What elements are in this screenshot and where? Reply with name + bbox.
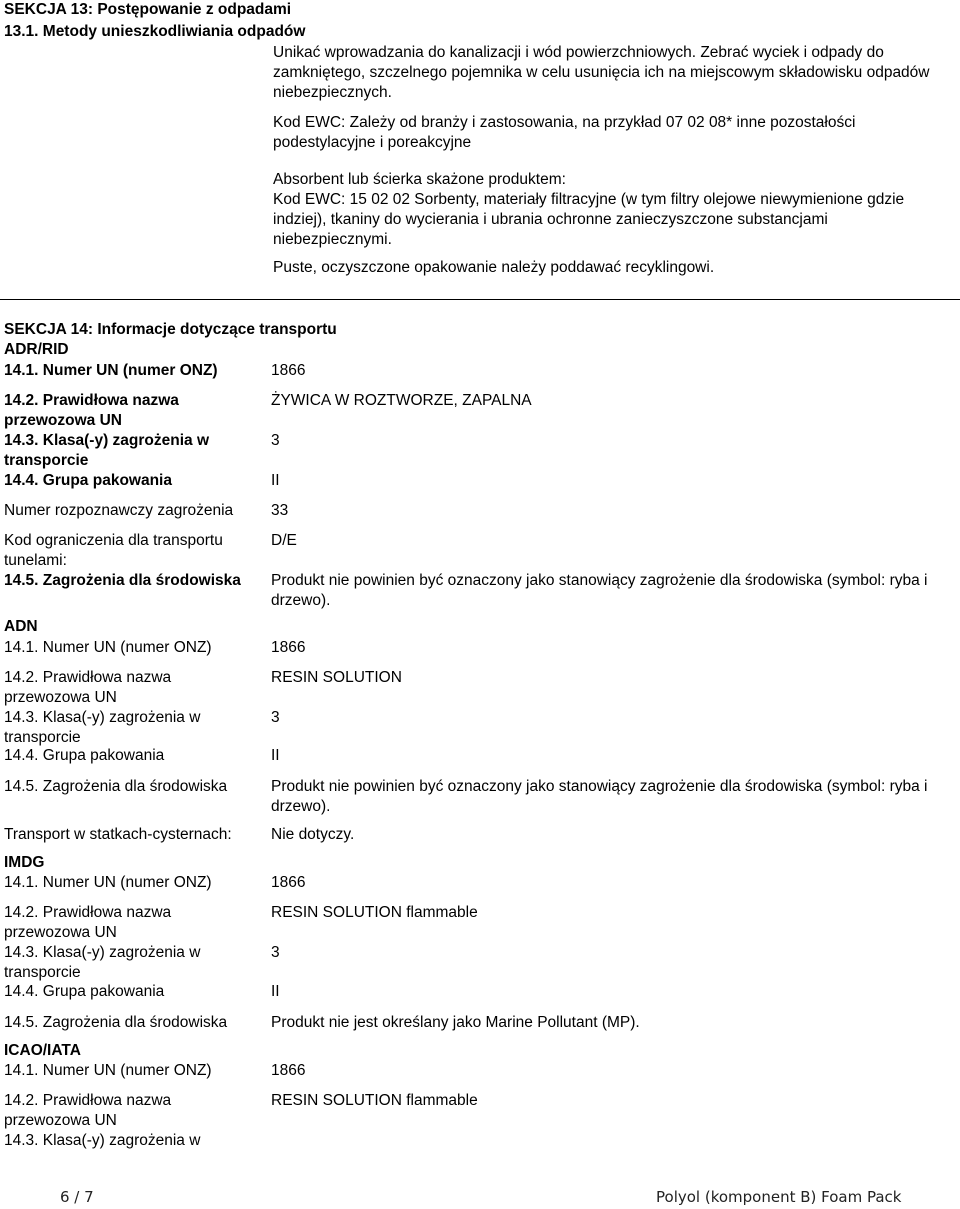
adr-class-label: 14.3. Klasa(-y) zagrożenia w <box>4 432 210 449</box>
adn-pg-label: 14.4. Grupa pakowania <box>4 747 165 764</box>
adn-class-value: 3 <box>271 709 280 726</box>
adn-tank-value: Nie dotyczy. <box>271 826 355 843</box>
adr-tunnel-value: D/E <box>271 532 297 549</box>
adr-pg-value: II <box>271 472 280 489</box>
adr-tunnel-label-2: tunelami: <box>4 552 67 569</box>
section-13-1-heading: 13.1. Metody unieszkodliwiania odpadów <box>4 23 306 40</box>
text-line: niebezpiecznych. <box>273 84 392 101</box>
imdg-env-label: 14.5. Zagrożenia dla środowiska <box>4 1014 228 1031</box>
imdg-heading: IMDG <box>4 854 45 871</box>
text-line: Unikać wprowadzania do kanalizacji i wód powierzchniowych. Zebrać wyciek i odpady do <box>273 44 884 61</box>
adr-env-label: 14.5. Zagrożenia dla środowiska <box>4 572 241 589</box>
waste-paragraph-packaging: Puste, oczyszczone opakowanie należy poddawać recyklingowi. <box>273 259 715 276</box>
imdg-name-label-2: przewozowa UN <box>4 924 117 941</box>
imdg-un-label: 14.1. Numer UN (numer ONZ) <box>4 874 212 891</box>
adn-tank-label: Transport w statkach-cysternach: <box>4 826 232 843</box>
section-14-title: SEKCJA 14: Informacje dotyczące transportu <box>4 321 337 338</box>
adr-hin-value: 33 <box>271 502 289 519</box>
adr-name-value: ŻYWICA W ROZTWORZE, ZAPALNA <box>271 392 532 409</box>
adn-heading: ADN <box>4 618 38 635</box>
page-number: 6 / 7 <box>60 1188 94 1206</box>
adn-env-value-2: drzewo). <box>271 798 331 815</box>
text-line: Kod EWC: 15 02 02 Sorbenty, materiały filtracyjne (w tym filtry olejowe niewymienione gdzie <box>273 191 905 208</box>
text-line: Kod EWC: Zależy od branży i zastosowania, na przykład 07 02 08* inne pozostałości <box>273 114 856 131</box>
adr-tunnel-label: Kod ograniczenia dla transportu <box>4 532 223 549</box>
imdg-name-label: 14.2. Prawidłowa nazwa <box>4 904 172 921</box>
icao-un-value: 1866 <box>271 1062 306 1079</box>
text-line: indziej), tkaniny do wycierania i ubrania ochronne zanieczyszczone substancjami <box>273 211 828 228</box>
adr-pg-label: 14.4. Grupa pakowania <box>4 472 172 489</box>
adr-name-label: 14.2. Prawidłowa nazwa <box>4 392 179 409</box>
text-line: zamkniętego, szczelnego pojemnika w celu usunięcia ich na miejscowym składowisku odpadów <box>273 64 930 81</box>
adn-name-label: 14.2. Prawidłowa nazwa <box>4 669 172 686</box>
adn-pg-value: II <box>271 747 280 764</box>
adn-name-label-2: przewozowa UN <box>4 689 117 706</box>
adn-env-label: 14.5. Zagrożenia dla środowiska <box>4 778 228 795</box>
imdg-un-value: 1866 <box>271 874 306 891</box>
icao-name-label-2: przewozowa UN <box>4 1112 117 1129</box>
adr-un-label: 14.1. Numer UN (numer ONZ) <box>4 362 218 379</box>
icao-name-label: 14.2. Prawidłowa nazwa <box>4 1092 172 1109</box>
adr-env-value: Produkt nie powinien być oznaczony jako stanowiący zagrożenie dla środowiska (symbol: ryba i <box>271 572 928 589</box>
adr-hin-label: Numer rozpoznawczy zagrożenia <box>4 502 234 519</box>
icao-class-label: 14.3. Klasa(-y) zagrożenia w <box>4 1132 201 1149</box>
adr-heading: ADR/RID <box>4 341 69 358</box>
imdg-pg-value: II <box>271 983 280 1000</box>
icao-heading: ICAO/IATA <box>4 1042 81 1059</box>
adr-un-value: 1866 <box>271 362 306 379</box>
adn-class-label-2: transporcie <box>4 729 81 746</box>
adn-un-value: 1866 <box>271 639 306 656</box>
adn-un-label: 14.1. Numer UN (numer ONZ) <box>4 639 212 656</box>
adr-class-label-2: transporcie <box>4 452 89 469</box>
adn-name-value: RESIN SOLUTION <box>271 669 402 686</box>
imdg-pg-label: 14.4. Grupa pakowania <box>4 983 165 1000</box>
adr-env-value-2: drzewo). <box>271 592 331 609</box>
text-line: niebezpiecznymi. <box>273 231 392 248</box>
imdg-name-value: RESIN SOLUTION flammable <box>271 904 478 921</box>
section-13-title: SEKCJA 13: Postępowanie z odpadami <box>4 1 292 18</box>
adr-class-value: 3 <box>271 432 280 449</box>
imdg-env-value: Produkt nie jest określany jako Marine Pollutant (MP). <box>271 1014 640 1031</box>
icao-name-value: RESIN SOLUTION flammable <box>271 1092 478 1109</box>
text-line: Absorbent lub ścierka skażone produktem: <box>273 171 566 188</box>
section-divider <box>0 299 960 300</box>
adn-class-label: 14.3. Klasa(-y) zagrożenia w <box>4 709 201 726</box>
imdg-class-value: 3 <box>271 944 280 961</box>
imdg-class-label: 14.3. Klasa(-y) zagrożenia w <box>4 944 201 961</box>
adn-env-value: Produkt nie powinien być oznaczony jako stanowiący zagrożenie dla środowiska (symbol: ryba i <box>271 778 928 795</box>
icao-un-label: 14.1. Numer UN (numer ONZ) <box>4 1062 212 1079</box>
imdg-class-label-2: transporcie <box>4 964 81 981</box>
adr-name-label-2: przewozowa UN <box>4 412 122 429</box>
text-line: podestylacyjne i poreakcyjne <box>273 134 472 151</box>
product-name: Polyol (komponent B) Foam Pack <box>656 1188 902 1206</box>
